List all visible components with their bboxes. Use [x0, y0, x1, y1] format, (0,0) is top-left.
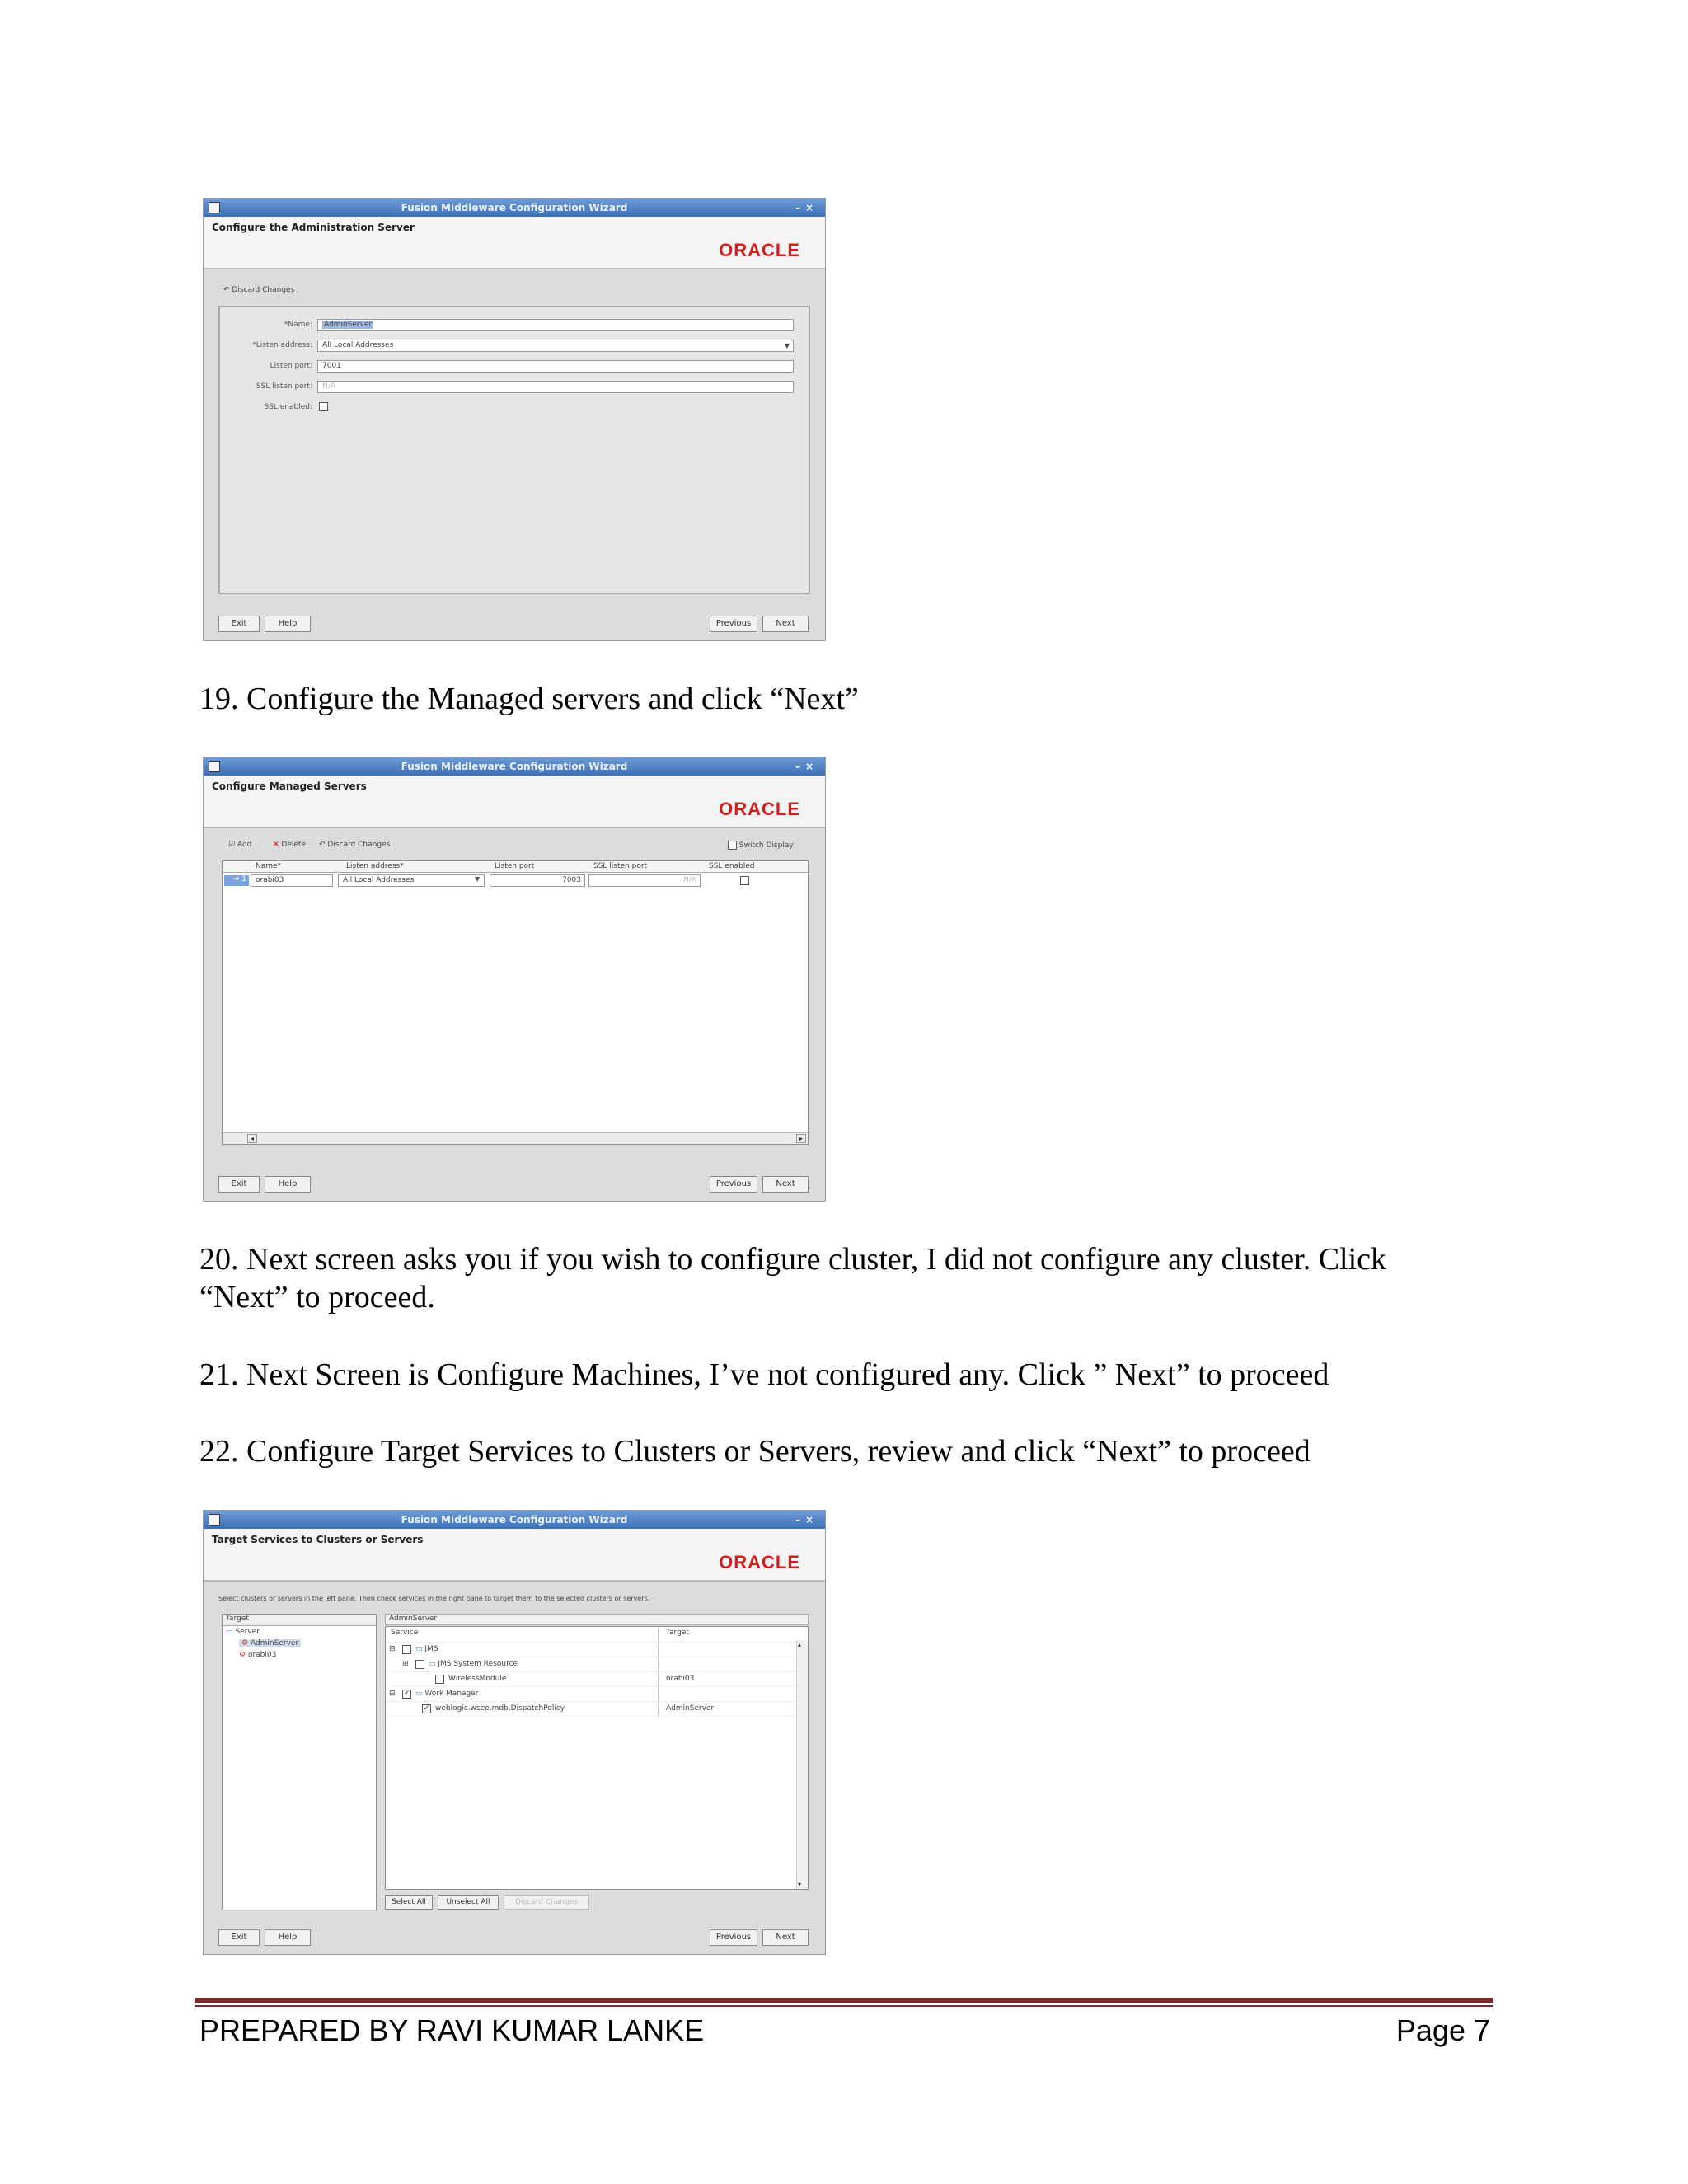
chevron-down-icon: ▼: [475, 875, 481, 883]
screenshot-target-services: [203, 1510, 826, 1955]
scroll-down-icon[interactable]: ▾: [798, 1881, 802, 1888]
footer-page-number: Page 7: [1395, 2013, 1490, 2047]
vertical-scrollbar[interactable]: [796, 1640, 808, 1889]
ssl-listen-port-input[interactable]: N/A: [588, 874, 701, 887]
window-controls[interactable]: –×: [795, 1514, 818, 1526]
server-name-input[interactable]: orabi03: [251, 874, 333, 887]
service-checkbox[interactable]: ✓: [423, 1704, 430, 1713]
services-tree-table: [385, 1626, 809, 1890]
next-button[interactable]: Next: [762, 616, 809, 632]
undo-icon: ↶: [319, 841, 326, 849]
folder-icon: ▭: [415, 1690, 423, 1698]
previous-button[interactable]: Previous: [710, 1929, 757, 1946]
exit-button[interactable]: Exit: [218, 1176, 260, 1193]
screen-heading: Target Services to Clusters or Servers: [212, 1534, 424, 1545]
server-icon: ⚙: [241, 1639, 249, 1647]
window-icon: [209, 202, 220, 213]
next-button[interactable]: Next: [762, 1929, 809, 1946]
screenshot-admin-server: [203, 198, 826, 641]
help-button[interactable]: Help: [265, 1929, 311, 1946]
table-header: [223, 861, 808, 873]
switch-display-toggle[interactable]: Switch Display: [728, 841, 794, 850]
footer-prepared-by: PREPARED BY RAVI KUMAR LANKE: [199, 2013, 705, 2047]
window-icon: [209, 1514, 220, 1526]
discard-changes-button[interactable]: Discard Changes: [504, 1895, 589, 1910]
oracle-logo: ORACLE: [719, 1552, 800, 1572]
delete-button[interactable]: ✕ Delete: [273, 841, 306, 849]
listen-port-label: Listen port:: [270, 362, 312, 370]
column-header[interactable]: Listen port: [495, 862, 535, 870]
switch-display-checkbox[interactable]: [728, 841, 737, 850]
service-name: ▭ JMS: [415, 1645, 438, 1653]
discard-changes-button[interactable]: ↶ Discard Changes: [319, 841, 391, 849]
table-row[interactable]: [386, 1686, 808, 1701]
tree-node-adminserver[interactable]: ⚙ AdminServer: [239, 1639, 301, 1647]
column-header[interactable]: Listen address*: [346, 862, 404, 870]
step-20-line-2: “Next” to proceed.: [199, 1280, 435, 1315]
oracle-logo: ORACLE: [719, 799, 800, 819]
help-button[interactable]: Help: [265, 616, 311, 632]
table-row[interactable]: [386, 1671, 808, 1686]
service-column-header: Service: [391, 1629, 419, 1637]
wizard-footer: [204, 1168, 825, 1201]
window-controls[interactable]: –×: [795, 202, 818, 213]
exit-button[interactable]: Exit: [218, 616, 260, 632]
previous-button[interactable]: Previous: [710, 616, 757, 632]
service-checkbox[interactable]: ✓: [403, 1690, 410, 1698]
help-button[interactable]: Help: [265, 1176, 311, 1193]
window-titlebar: [204, 757, 825, 776]
screenshot-managed-servers: [203, 757, 826, 1202]
screen-heading: Configure Managed Servers: [212, 780, 367, 792]
wizard-header: [204, 217, 825, 269]
add-button[interactable]: ☑ Add: [228, 841, 252, 849]
scroll-up-icon[interactable]: ▴: [798, 1641, 802, 1648]
scroll-left-icon[interactable]: ◂: [247, 1134, 257, 1143]
managed-servers-table: [222, 860, 809, 1145]
window-titlebar: [204, 1511, 825, 1529]
row-selector[interactable]: ➔ 1: [224, 875, 249, 886]
folder-icon: ▭: [226, 1628, 233, 1636]
listen-address-select[interactable]: All Local Addresses ▼: [317, 340, 794, 352]
name-input[interactable]: AdminServer: [317, 319, 794, 331]
footer-rule-thick: [195, 1998, 1493, 2003]
folder-icon: ▭: [415, 1645, 423, 1653]
column-header[interactable]: SSL enabled: [709, 862, 755, 870]
admin-form-panel: [218, 306, 810, 594]
window-icon: [209, 761, 220, 772]
listen-address-label: *Listen address:: [252, 341, 312, 349]
column-header[interactable]: SSL listen port: [593, 862, 648, 870]
horizontal-scrollbar[interactable]: [223, 1132, 808, 1144]
ssl-enabled-checkbox[interactable]: [319, 402, 328, 411]
ssl-listen-port-label: SSL listen port:: [256, 382, 312, 391]
table-row[interactable]: [386, 1701, 808, 1716]
tree-node-orabi03[interactable]: ⚙ orabi03: [239, 1651, 277, 1659]
listen-port-input[interactable]: 7001: [317, 360, 794, 373]
instruction-text: Select clusters or servers in the left pane. Then check services in the right pane to target them to the selected clusters or servers.: [218, 1595, 650, 1602]
window-title: Fusion Middleware Configuration Wizard: [401, 1514, 628, 1526]
service-name: ▭ Work Manager: [415, 1690, 479, 1698]
unselect-all-button[interactable]: Unselect All: [438, 1895, 499, 1910]
window-title: Fusion Middleware Configuration Wizard: [401, 202, 628, 213]
wizard-footer: [204, 607, 825, 640]
wizard-footer: [204, 1921, 825, 1954]
right-pane-title: AdminServer: [385, 1614, 809, 1625]
target-column-header: Target: [223, 1615, 376, 1626]
step-19: 19. Configure the Managed servers and click “Next”: [199, 682, 859, 716]
discard-changes-link[interactable]: ↶ Discard Changes: [223, 286, 295, 294]
server-icon: ⚙: [239, 1651, 246, 1659]
expand-icon[interactable]: ⊞: [402, 1660, 409, 1668]
screen-heading: Configure the Administration Server: [212, 222, 415, 233]
collapse-icon[interactable]: ⊟: [389, 1690, 396, 1698]
select-all-button[interactable]: Select All: [385, 1895, 433, 1910]
arrow-right-icon: ➔: [232, 875, 240, 883]
table-row[interactable]: [386, 1642, 808, 1657]
name-label: *Name:: [284, 321, 312, 329]
tree-node-server[interactable]: ▭ Server: [226, 1628, 260, 1636]
window-controls[interactable]: –×: [795, 761, 818, 772]
next-button[interactable]: Next: [762, 1176, 809, 1193]
delete-icon: ✕: [273, 841, 279, 849]
service-name: WirelessModule: [448, 1675, 507, 1683]
ssl-listen-port-input[interactable]: N/A: [317, 381, 794, 393]
target-tree-pane: [222, 1614, 377, 1910]
add-icon: ☑: [228, 841, 236, 849]
service-name: ▭ JMS System Resource: [429, 1660, 518, 1668]
service-checkbox[interactable]: [435, 1675, 444, 1684]
service-name: weblogic.wsee.mdb.DispatchPolicy: [435, 1704, 565, 1713]
column-header[interactable]: Name*: [256, 862, 282, 870]
service-checkbox[interactable]: [415, 1660, 424, 1669]
collapse-icon[interactable]: ⊟: [389, 1645, 396, 1653]
step-20-line-1: 20. Next screen asks you if you wish to configure cluster, I did not configure any cluster. Click: [199, 1242, 1387, 1277]
scroll-right-icon[interactable]: ▸: [796, 1134, 806, 1143]
footer-rule-thin: [195, 2005, 1493, 2007]
previous-button[interactable]: Previous: [710, 1176, 757, 1193]
service-target: AdminServer: [666, 1704, 715, 1713]
step-22: 22. Configure Target Services to Clusters or Servers, review and click “Next” to proceed: [199, 1434, 1311, 1469]
table-row[interactable]: [386, 1657, 808, 1671]
wizard-header: [204, 776, 825, 828]
target-column-header: Target: [666, 1629, 689, 1637]
ssl-enabled-checkbox[interactable]: [740, 876, 749, 885]
exit-button[interactable]: Exit: [218, 1929, 260, 1946]
folder-icon: ▭: [429, 1660, 436, 1668]
chevron-down-icon: ▼: [784, 342, 790, 349]
window-title: Fusion Middleware Configuration Wizard: [401, 761, 628, 772]
service-target: orabi03: [666, 1675, 695, 1683]
wizard-header: [204, 1529, 825, 1582]
service-checkbox[interactable]: [402, 1645, 411, 1654]
step-21: 21. Next Screen is Configure Machines, I’ve not configured any. Click ” Next” to proceed: [199, 1357, 1329, 1392]
window-titlebar: [204, 199, 825, 217]
listen-address-select[interactable]: All Local Addresses: [338, 874, 485, 887]
oracle-logo: ORACLE: [719, 240, 800, 260]
listen-port-input[interactable]: 7003: [490, 874, 585, 887]
ssl-enabled-label: SSL enabled:: [264, 403, 312, 411]
table-row[interactable]: [223, 874, 808, 888]
